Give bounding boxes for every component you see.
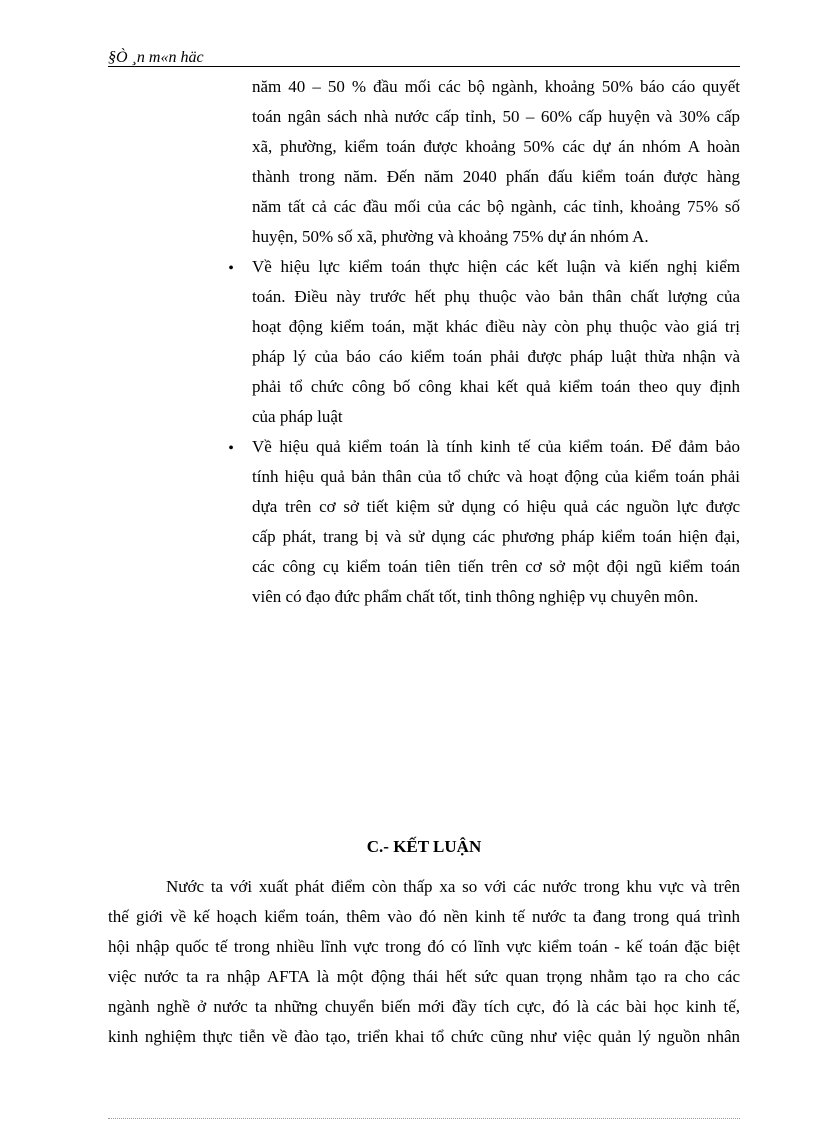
text-line: xã, phường, kiểm toán được khoảng 50% các dự án nhóm A hoàn	[252, 137, 740, 156]
text-line: toán ngân sách nhà nước cấp tỉnh, 50 – 60% cấp huyện và 30% cấp	[252, 107, 740, 126]
text-line: Về hiệu quả kiểm toán là tính kinh tế của kiểm toán. Để đảm bảo	[252, 437, 740, 456]
text-line: tính hiệu quả bản thân của tổ chức và hoạt động của kiểm toán phải	[252, 467, 740, 486]
text-line: thế giới về kế hoạch kiểm toán, thêm vào đó nền kinh tế nước ta đang trong quá trình	[108, 907, 740, 926]
text-line: thành trong năm. Đến năm 2040 phấn đấu kiểm toán được hàng	[252, 167, 740, 186]
text-line: hoạt động kiểm toán, mặt khác điều này còn phụ thuộc vào giá trị	[252, 317, 740, 336]
text-line: Nước ta với xuất phát điểm còn thấp xa so với các nước trong khu vực và trên	[166, 877, 740, 896]
text-line: việc nước ta ra nhập AFTA là một động thái hết sức quan trọng nhằm tạo ra cho các	[108, 967, 740, 986]
text-line: ngành nghề ở nước ta những chuyển biến mới đầy tích cực, đó là các bài học kinh tế,	[108, 997, 740, 1016]
text-line: pháp lý của báo cáo kiểm toán phải được pháp luật thừa nhận và	[252, 347, 740, 366]
text-line: cấp phát, trang bị và sử dụng các phương pháp kiểm toán hiện đại,	[252, 527, 740, 546]
bullet-icon: •	[228, 440, 234, 457]
text-line: các công cụ kiểm toán tiên tiến trên cơ sở một đội ngũ kiểm toán	[252, 557, 740, 576]
bullet-icon: •	[228, 260, 234, 277]
section-heading: C.- KẾT LUẬN	[366, 837, 482, 856]
text-line: năm tất cả các đầu mối của các bộ ngành, các tỉnh, khoảng 75% số	[252, 197, 740, 216]
text-line: toán. Điều này trước hết phụ thuộc vào bản thân chất lượng của	[252, 287, 740, 306]
text-line: của pháp luật	[252, 407, 343, 426]
text-line: dựa trên cơ sở tiết kiệm sử dụng có hiệu quả các nguồn lực được	[252, 497, 740, 516]
text-line: viên có đạo đức phẩm chất tốt, tinh thông nghiệp vụ chuyên môn.	[252, 587, 699, 606]
text-line: hội nhập quốc tế trong nhiều lĩnh vực trong đó có lĩnh vực kiểm toán - kế toán đặc biệt	[108, 937, 740, 956]
text-line: năm 40 – 50 % đầu mối các bộ ngành, khoảng 50% báo cáo quyết	[252, 77, 740, 96]
text-line: kinh nghiệm thực tiễn về đào tạo, triển khai tổ chức cũng như việc quản lý nguồn nhân	[108, 1027, 740, 1046]
page-header-title: §Ò ¸n m«n häc	[108, 49, 204, 66]
text-line: phải tổ chức công bố công khai kết quả kiểm toán theo quy định	[252, 377, 740, 396]
text-line: Về hiệu lực kiểm toán thực hiện các kết luận và kiến nghị kiểm	[252, 257, 740, 276]
footer-divider	[108, 1118, 740, 1119]
text-line: huyện, 50% số xã, phường và khoảng 75% dự án nhóm A.	[252, 227, 649, 246]
header-divider	[108, 66, 740, 67]
